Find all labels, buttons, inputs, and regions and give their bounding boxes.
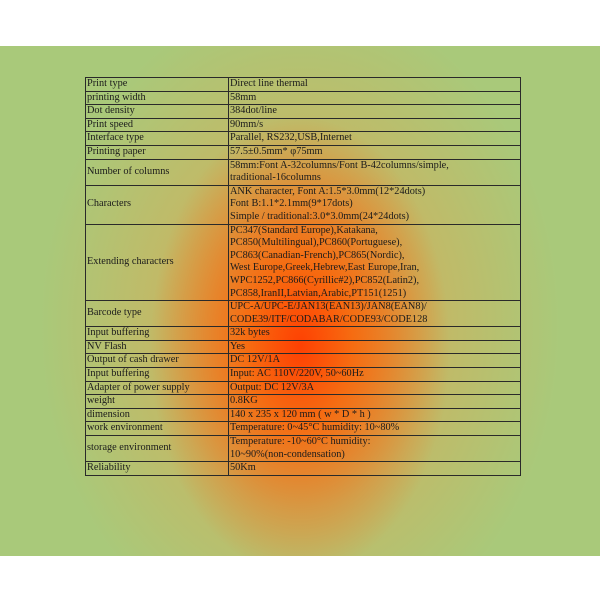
spec-value-line: Temperature: 0~45°C humidity: 10~80% bbox=[230, 422, 400, 434]
spec-value bbox=[229, 224, 521, 301]
spec-value-line: Yes bbox=[230, 340, 245, 352]
spec-label: work environment bbox=[86, 422, 229, 436]
spec-value-line: Output: DC 12V/3A bbox=[230, 381, 315, 393]
spec-label: NV Flash bbox=[86, 340, 229, 354]
spec-value-line: 0.8KG bbox=[230, 395, 258, 407]
spec-label: Dot density bbox=[86, 105, 229, 119]
spec-label: dimension bbox=[86, 408, 229, 422]
specifications-table bbox=[85, 77, 521, 476]
spec-label: Print speed bbox=[86, 118, 229, 132]
spec-value bbox=[229, 78, 521, 92]
spec-value-line: PC863(Canadian-French),PC865(Nordic), bbox=[230, 249, 405, 261]
specifications-table-body bbox=[86, 78, 521, 476]
spec-value-line: PC858,IranII,Latvian,Arabic,PT151(1251) bbox=[230, 287, 407, 299]
spec-value bbox=[229, 118, 521, 132]
spec-label: Characters bbox=[86, 185, 229, 224]
spec-value-line: Parallel, RS232,USB,Internet bbox=[230, 132, 352, 144]
spec-value-line: 32k bytes bbox=[230, 327, 270, 339]
spec-value bbox=[229, 159, 521, 185]
spec-value-line: 58mm bbox=[230, 91, 257, 103]
spec-row bbox=[86, 327, 521, 341]
spec-value-line: Direct line thermal bbox=[230, 78, 308, 89]
spec-value-line: CODE39/ITF/CODABAR/CODE93/CODE128 bbox=[230, 313, 428, 325]
spec-value-line: DC 12V/1A bbox=[230, 354, 281, 366]
spec-row bbox=[86, 436, 521, 462]
spec-value bbox=[229, 395, 521, 409]
spec-row bbox=[86, 159, 521, 185]
spec-label: Printing paper bbox=[86, 145, 229, 159]
spec-value-line: PC850(Multilingual),PC860(Portuguese), bbox=[230, 237, 403, 249]
spec-value-line: 58mm:Font A-32columns/Font B-42columns/simple, bbox=[230, 159, 449, 171]
spec-row bbox=[86, 224, 521, 301]
spec-row bbox=[86, 132, 521, 146]
spec-label: Print type bbox=[86, 78, 229, 92]
spec-label: Input buffering bbox=[86, 368, 229, 382]
spec-value-line: WPC1252,PC866(Cyrillic#2),PC852(Latin2), bbox=[230, 274, 420, 286]
spec-row bbox=[86, 462, 521, 476]
spec-value bbox=[229, 462, 521, 476]
spec-value-line: Font B:1.1*2.1mm(9*17dots) bbox=[230, 198, 353, 210]
spec-value-line: Temperature: -10~60°C humidity: bbox=[230, 436, 371, 448]
spec-value-line: 140 x 235 x 120 mm ( w * D * h ) bbox=[230, 408, 371, 420]
spec-value bbox=[229, 132, 521, 146]
spec-value-line: PC347(Standard Europe),Katakana, bbox=[230, 224, 378, 236]
spec-row bbox=[86, 422, 521, 436]
spec-label: Input buffering bbox=[86, 327, 229, 341]
spec-label: Interface type bbox=[86, 132, 229, 146]
spec-row bbox=[86, 91, 521, 105]
spec-value-line: traditional-16columns bbox=[230, 172, 321, 184]
spec-label: Number of columns bbox=[86, 159, 229, 185]
spec-value-line: UPC-A/UPC-E/JAN13(EAN13)/JAN8(EAN8)/ bbox=[230, 301, 427, 313]
spec-row bbox=[86, 78, 521, 92]
spec-label: Output of cash drawer bbox=[86, 354, 229, 368]
spec-label: Barcode type bbox=[86, 301, 229, 327]
spec-row bbox=[86, 368, 521, 382]
spec-label: printing width bbox=[86, 91, 229, 105]
spec-value-line: 10~90%(non-condensation) bbox=[230, 448, 345, 460]
spec-value bbox=[229, 105, 521, 119]
spec-value bbox=[229, 436, 521, 462]
spec-value-line: Input: AC 110V/220V, 50~60Hz bbox=[230, 368, 364, 380]
spec-value bbox=[229, 422, 521, 436]
spec-value bbox=[229, 91, 521, 105]
spec-value-line: West Europe,Greek,Hebrew,East Europe,Iran, bbox=[230, 262, 420, 274]
spec-value-line: 90mm/s bbox=[230, 118, 264, 130]
spec-row bbox=[86, 381, 521, 395]
spec-value bbox=[229, 381, 521, 395]
spec-value bbox=[229, 145, 521, 159]
spec-label: Reliability bbox=[86, 462, 229, 476]
spec-value bbox=[229, 368, 521, 382]
spec-value-line: ANK character, Font A:1.5*3.0mm(12*24dots) bbox=[230, 185, 426, 197]
spec-value bbox=[229, 327, 521, 341]
spec-value-line: 384dot/line bbox=[230, 105, 277, 117]
spec-value bbox=[229, 340, 521, 354]
spec-row bbox=[86, 145, 521, 159]
spec-value-line: 57.5±0.5mm* φ75mm bbox=[230, 145, 323, 157]
spec-row bbox=[86, 395, 521, 409]
spec-value bbox=[229, 301, 521, 327]
spec-value bbox=[229, 185, 521, 224]
spec-label: Adapter of power supply bbox=[86, 381, 229, 395]
spec-row bbox=[86, 105, 521, 119]
spec-value-line: Simple / traditional:3.0*3.0mm(24*24dots) bbox=[230, 210, 410, 222]
spec-label: Extending characters bbox=[86, 224, 229, 301]
spec-value bbox=[229, 354, 521, 368]
spec-row bbox=[86, 118, 521, 132]
spec-row bbox=[86, 408, 521, 422]
spec-row bbox=[86, 185, 521, 224]
spec-row bbox=[86, 354, 521, 368]
spec-label: weight bbox=[86, 395, 229, 409]
spec-value bbox=[229, 408, 521, 422]
spec-value-line: 50Km bbox=[230, 462, 256, 474]
spec-row bbox=[86, 301, 521, 327]
image-background bbox=[0, 46, 600, 556]
spec-label: storage environment bbox=[86, 436, 229, 462]
spec-row bbox=[86, 340, 521, 354]
